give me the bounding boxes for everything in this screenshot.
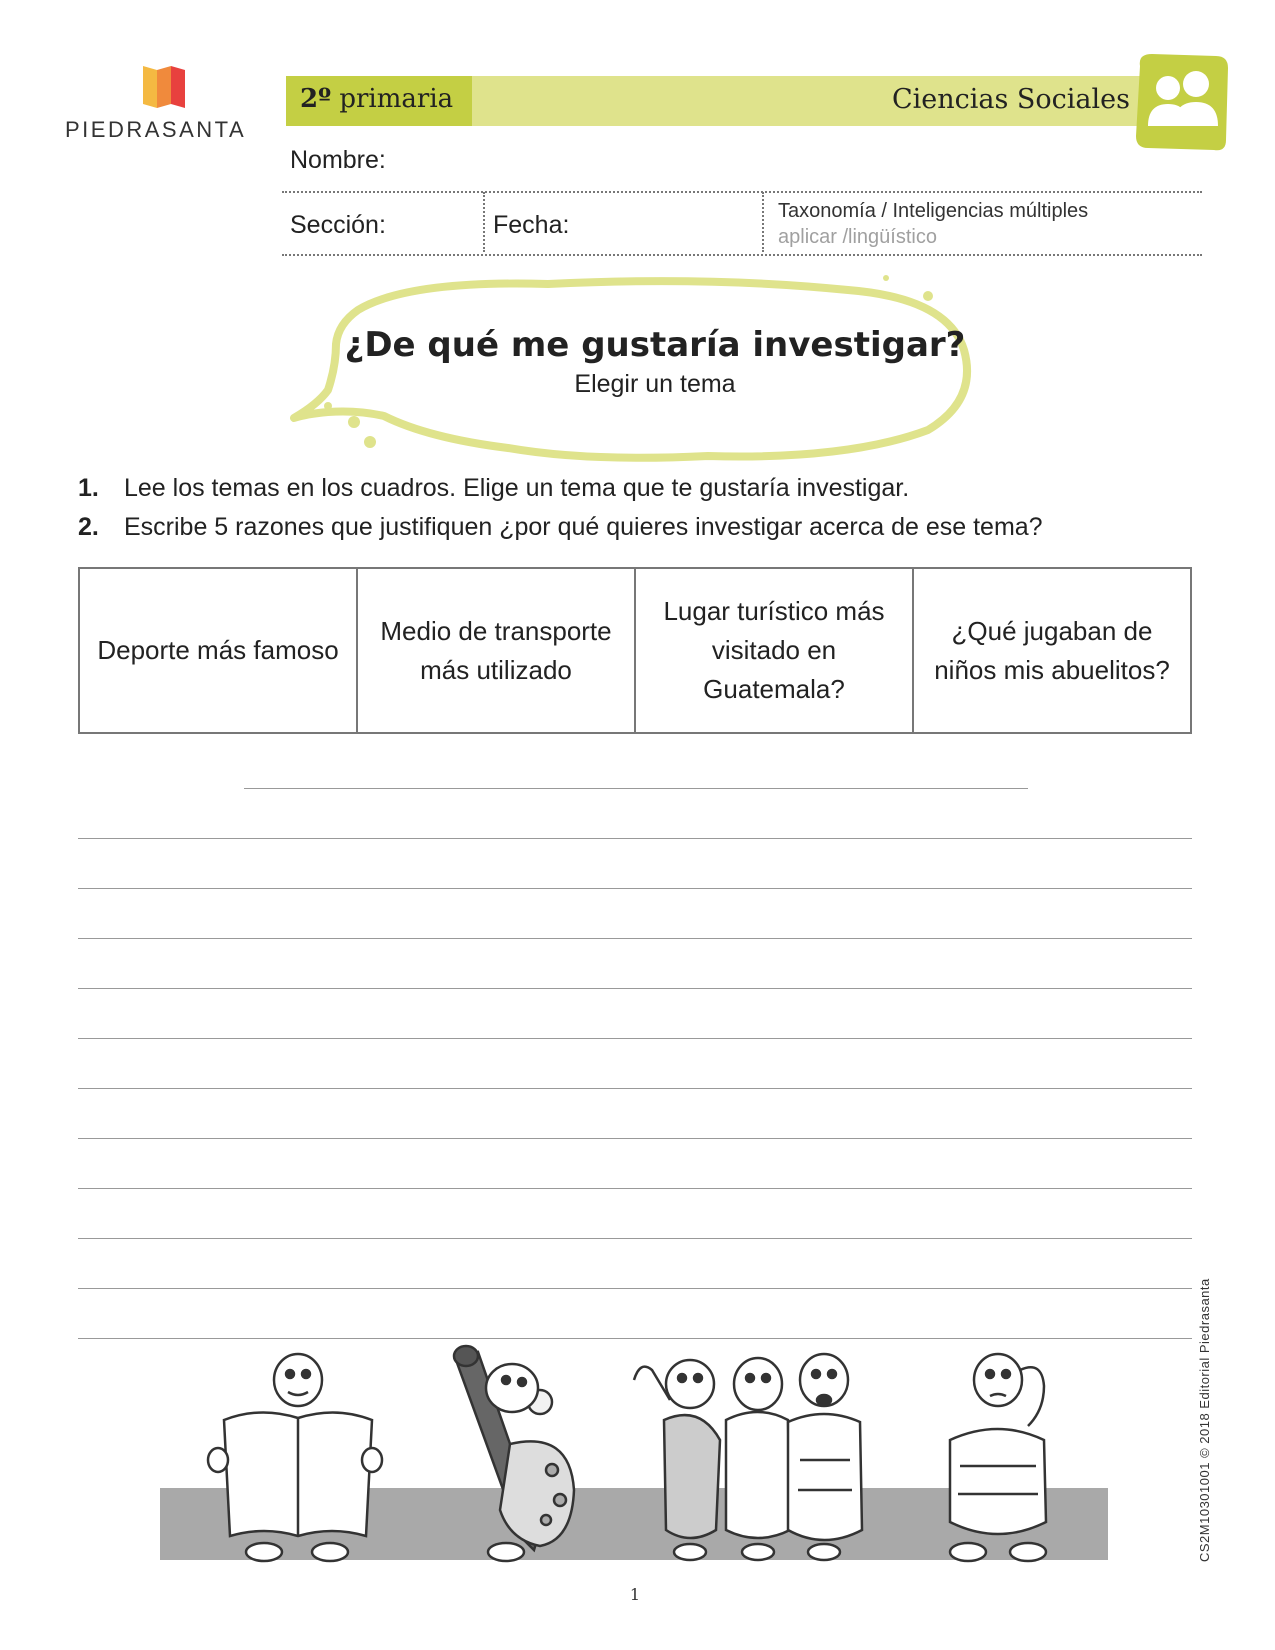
grade-number: 2º: [300, 84, 332, 114]
subject-title: Ciencias Sociales: [891, 84, 1130, 115]
piedrasanta-logo-icon: [141, 62, 191, 112]
answer-line[interactable]: [78, 1188, 1192, 1189]
topic-cell[interactable]: Medio de transporte más utilizado: [356, 569, 634, 732]
topic-cell[interactable]: ¿Qué jugaban de niños mis abuelitos?: [912, 569, 1190, 732]
answer-line[interactable]: [78, 1138, 1192, 1139]
answer-line[interactable]: [78, 938, 1192, 939]
date-label: Fecha:: [493, 211, 570, 239]
instruction-text: Escribe 5 razones que justifiquen ¿por qué quieres investigar acerca de ese tema?: [124, 513, 1043, 541]
name-label: Nombre:: [290, 146, 386, 174]
answer-line[interactable]: [78, 1288, 1192, 1289]
brand-name: PIEDRASANTA: [65, 117, 247, 142]
form-divider: [282, 191, 1202, 193]
taxonomy-value: aplicar /lingüístico: [778, 226, 937, 248]
answer-line[interactable]: [78, 1338, 1192, 1339]
instruction-item: [78, 513, 1043, 542]
instruction-text: Lee los temas en los cuadros. Elige un tema que te gustaría investigar.: [124, 474, 910, 502]
instruction-number: 2.: [78, 513, 99, 541]
turtle-reading-icon: [208, 1354, 382, 1561]
grade-label: [300, 84, 453, 114]
instruction-item: [78, 474, 909, 503]
section-label: Sección:: [290, 211, 386, 239]
grade-level: primaria: [339, 84, 454, 114]
answer-line[interactable]: [78, 1238, 1192, 1239]
copyright-credit: CS2M10301001 © 2018 Editorial Piedrasanta: [1197, 1278, 1212, 1562]
turtle-thinking-icon: [950, 1354, 1046, 1561]
turtles-illustration: [160, 1340, 1108, 1565]
activity-subtitle: Elegir un tema: [574, 370, 736, 398]
form-divider: [282, 254, 1202, 256]
answer-line[interactable]: [78, 1038, 1192, 1039]
form-divider: [762, 192, 764, 252]
answer-line[interactable]: [78, 1088, 1192, 1089]
activity-title: ¿De qué me gustaría investigar?: [344, 325, 966, 365]
speech-bubble-icon: [288, 270, 988, 465]
topics-table: [78, 567, 1192, 734]
answer-line[interactable]: [78, 888, 1192, 889]
answer-line[interactable]: [78, 988, 1192, 989]
taxonomy-title: Taxonomía / Inteligencias múltiples: [778, 200, 1089, 222]
turtle-pencil-icon: [454, 1346, 574, 1561]
topic-cell[interactable]: Deporte más famoso: [97, 635, 339, 665]
people-icon: [1132, 52, 1230, 154]
page-number: 1: [629, 1585, 641, 1604]
instruction-number: 1.: [78, 474, 99, 502]
answer-line[interactable]: [244, 788, 1028, 789]
form-divider: [483, 192, 485, 252]
turtles-group-icon: [634, 1354, 862, 1560]
answer-line[interactable]: [78, 838, 1192, 839]
topic-cell[interactable]: Lugar turístico más visitado en Guatemala?: [634, 569, 912, 732]
